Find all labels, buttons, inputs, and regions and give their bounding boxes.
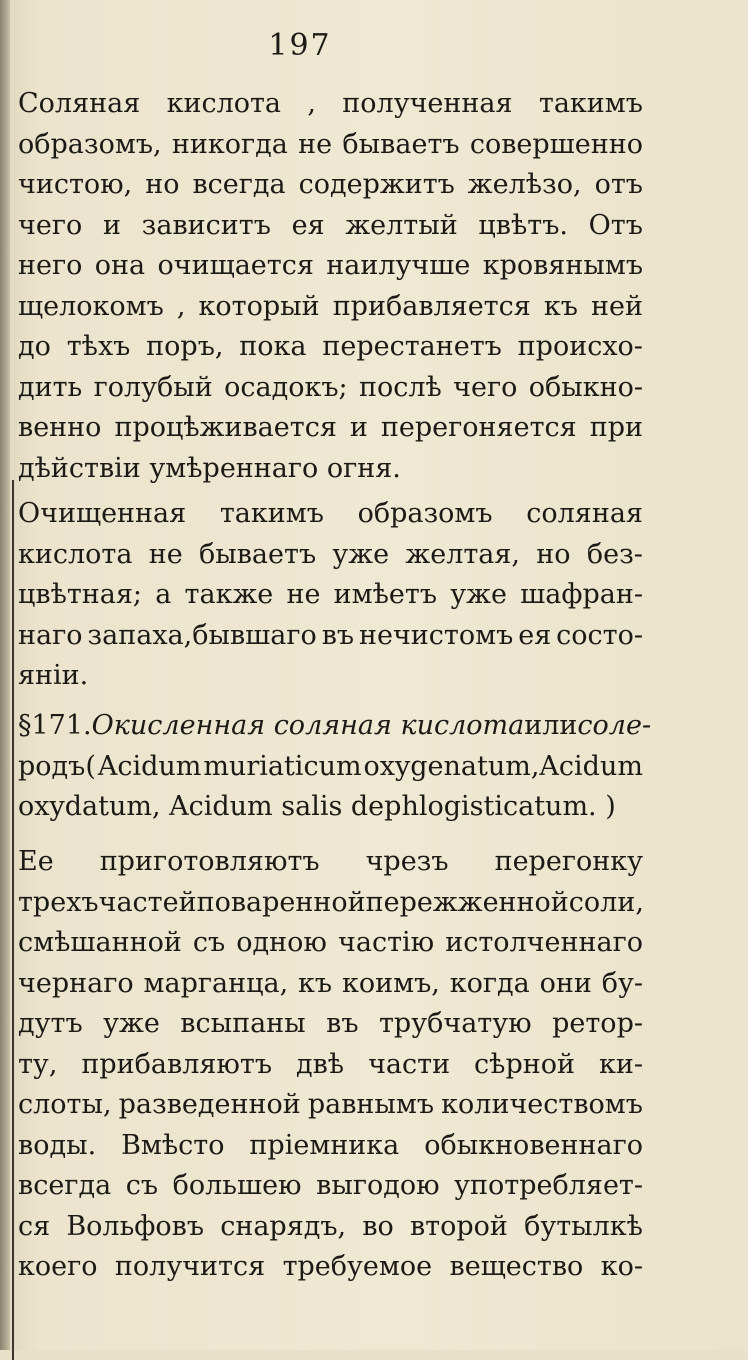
text-line: наго запаха,бывшаго въ нечистомъ ея состо- <box>18 619 643 651</box>
page-number: 197 <box>268 28 332 63</box>
text-line: яніи. <box>18 660 89 691</box>
text-line: трехъ частей поваренной пережженной соли, <box>18 886 644 918</box>
text-line: ся Вольфовъ снарядъ, во второй бутылкѣ <box>18 1210 643 1242</box>
text-line: Очищенная такимъ образомъ соляная <box>18 498 643 529</box>
text-line: смѣшанной съ одною частію истолченнаго <box>18 927 643 958</box>
text-line: чистою, но всегда содержитъ желѣзо, отъ <box>18 169 643 200</box>
text-line: Ее приготовляютъ чрезъ перегонку <box>18 846 643 877</box>
paragraph-3 <box>18 842 643 1288</box>
text-line: него она очищается наилучше кровянымъ <box>18 250 643 281</box>
heading-line: родъ( Acidum muriaticum oxygenatum,Acidum <box>18 750 643 782</box>
heading-line <box>18 706 652 747</box>
text-line: щелокомъ , который прибавляется къ ней <box>18 290 643 322</box>
heading-connector: или <box>524 710 578 741</box>
heading-title-alt: cоле- <box>577 710 652 741</box>
section-heading <box>18 706 652 828</box>
heading-line: oxydatum, Acidum salis dephlogisticatum. ) <box>18 791 616 822</box>
book-spine-shadow <box>0 0 10 1350</box>
text-line: дить голубый осадокъ; послѣ чего обыкно- <box>18 371 643 403</box>
text-line: венно процѣживается и перегоняется при <box>18 412 643 443</box>
text-line: дѣйствіи умѣреннаго огня. <box>18 452 401 484</box>
section-number: §171. <box>18 710 92 741</box>
paragraph-1 <box>18 84 643 489</box>
text-line: слоты, разведенной равнымъ количествомъ <box>18 1089 643 1120</box>
text-line: кислота не бываетъ уже желтая, но без- <box>18 538 643 570</box>
heading-title: Окисленная соляная кислота <box>91 710 525 741</box>
text-line: всегда съ большею выгодою употребляет- <box>18 1170 643 1201</box>
text-line: коего получится требуемое вещество ко- <box>18 1251 643 1282</box>
text-line: чернаго марганца, къ коимъ, когда они бу- <box>18 967 643 999</box>
paragraph-2 <box>18 494 643 697</box>
text-line: воды. Вмѣсто пріемника обыкновеннаго <box>18 1129 643 1161</box>
text-line: ту, прибавляютъ двѣ части сѣрной ки- <box>18 1048 643 1080</box>
margin-rule <box>12 480 14 1360</box>
text-line: Соляная кислота , полученная такимъ <box>18 88 643 119</box>
text-line: чего и зависитъ ея желтый цвѣтъ. Отъ <box>18 209 643 241</box>
text-line: образомъ, никогда не бываетъ совершенно <box>18 128 643 160</box>
text-line: цвѣтная; а также не имѣетъ уже шафран- <box>18 579 643 610</box>
text-line: дутъ уже всыпаны въ трубчатую ретор- <box>18 1008 643 1039</box>
text-line: до тѣхъ поръ, пока перестанетъ происхо- <box>18 331 643 362</box>
